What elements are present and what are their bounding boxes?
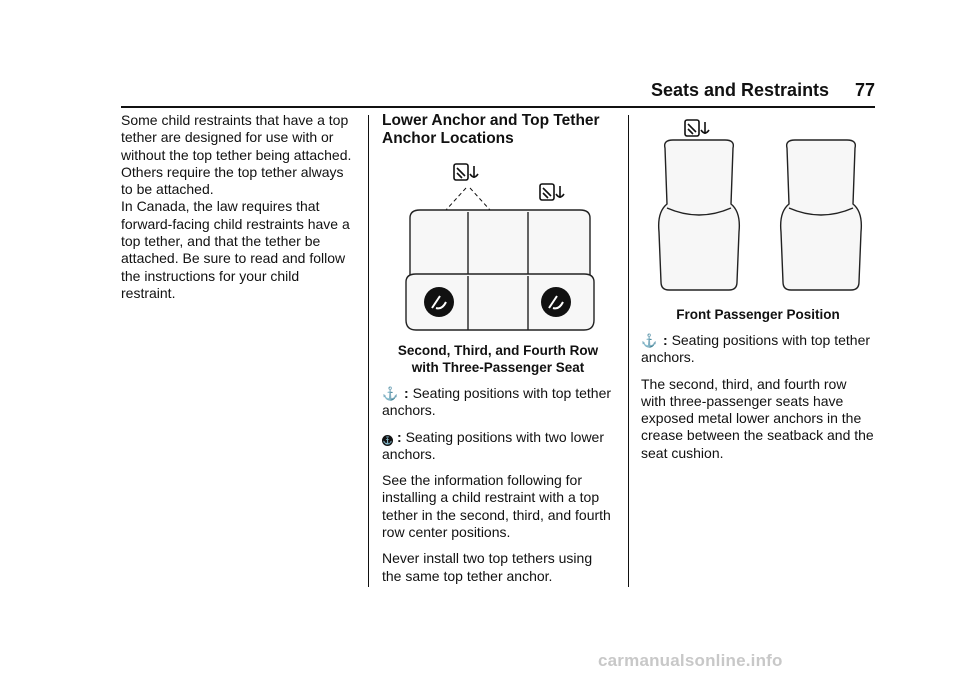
header-rule: [121, 106, 875, 108]
tether-anchor-icon: ⚓: [641, 333, 658, 348]
lower-anchor-icon: [541, 287, 571, 317]
column-1: [121, 112, 357, 311]
section-heading: Lower Anchor and Top Tether Anchor Locations: [382, 112, 600, 147]
tether-anchor-icon: [540, 184, 564, 200]
column-3: [641, 112, 875, 471]
three-passenger-seat-illustration: [382, 158, 614, 338]
seat-back: [410, 210, 590, 278]
bucket-seat: [659, 140, 740, 290]
bucket-seat: [781, 140, 862, 290]
watermark: carmanualsonline.info: [598, 651, 783, 670]
tether-anchor-icon: [454, 164, 478, 180]
legend-item: ⚓ : Seating positions with top tether anchors.: [382, 385, 612, 419]
legend-text: Seating positions with top tether anchors.: [641, 332, 871, 366]
page-number: 77: [854, 80, 875, 100]
paragraph: In Canada, the law requires that forward-facing child restraints have a top tether, and that the tether be attached. Be sure to read and follow the instructions for your child restraint.: [121, 198, 350, 301]
front-passenger-seat-illustration: [641, 112, 875, 302]
legend-item: ⚓ : Seating positions with top tether anchors.: [641, 332, 871, 366]
tether-anchor-icon: [685, 120, 709, 136]
page-header: [651, 80, 875, 104]
paragraph: Never install two top tethers using the same top tether anchor.: [382, 550, 593, 584]
section-title: Seats and Restraints: [651, 80, 830, 100]
column-2: [382, 112, 614, 594]
legend-text: Seating positions with top tether anchors.: [382, 385, 612, 419]
caption-line: Second, Third, and Fourth Row: [397, 343, 599, 358]
column-divider-2: [628, 115, 629, 587]
tether-anchor-icon: ⚓: [382, 386, 399, 401]
paragraph: See the information following for installing a child restraint with a top tether in the second, third, and fourth row center positions.: [382, 472, 611, 541]
paragraph: The second, third, and fourth row with three-passenger seats have exposed metal lower anchors in the crease between the seatback and the seat cushion.: [641, 375, 874, 461]
caption-line: with Three-Passenger Seat: [411, 360, 585, 375]
lower-anchor-icon: [424, 287, 454, 317]
legend-text: Seating positions with two lower anchors.: [382, 428, 604, 462]
figure-caption: [382, 342, 614, 376]
legend-item: ⚓ : Seating positions with two lower anchors.: [382, 428, 604, 462]
lower-anchor-icon: ⚓: [382, 435, 393, 445]
paragraph: Some child restraints that have a top tether are designed for use with or without the top tether being attached. Others require the top tether always to be attached.: [121, 112, 352, 198]
figure-caption: Front Passenger Position: [676, 307, 840, 322]
column-divider-1: [368, 115, 369, 587]
